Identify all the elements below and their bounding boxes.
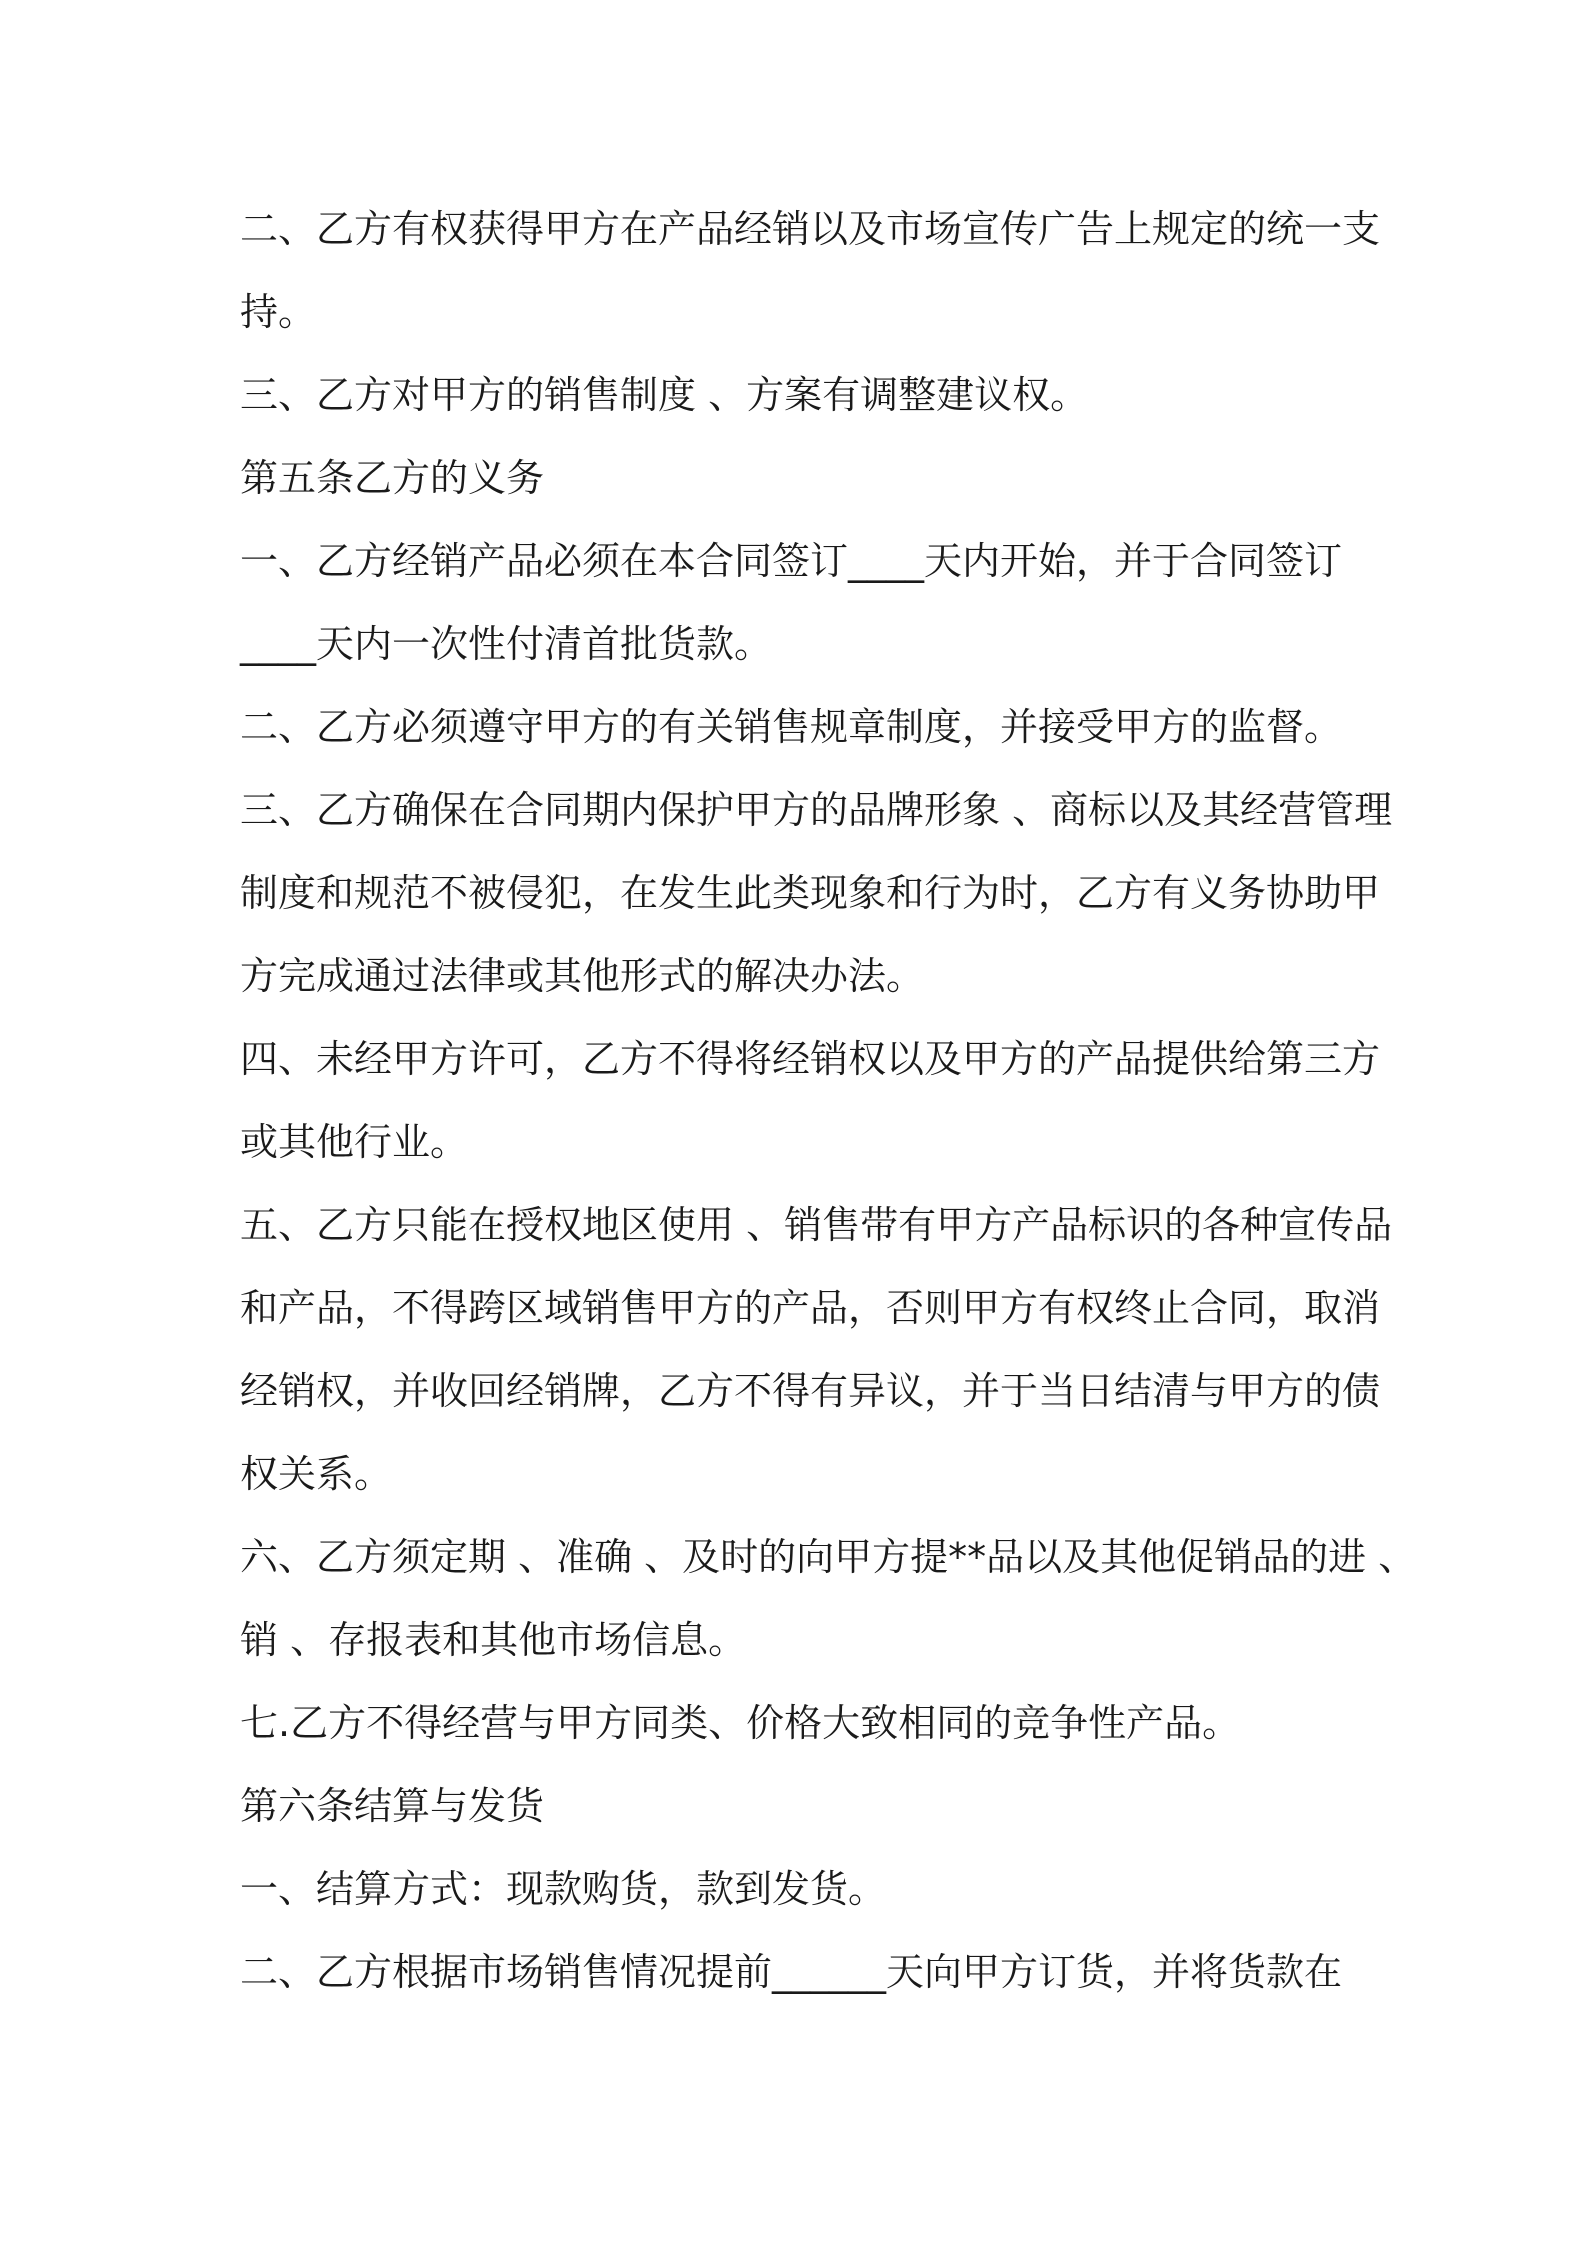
text-line: 权关系。 [240, 1452, 393, 1496]
section-heading: 第五条乙方的义务 [240, 456, 545, 500]
text-line: 和产品，不得跨区域销售甲方的产品，否则甲方有权终止合同，取消 [240, 1286, 1381, 1330]
text-line: 二、乙方必须遵守甲方的有关销售规章制度，并接受甲方的监督。 [240, 705, 1343, 749]
text-line: 销 、存报表和其他市场信息。 [240, 1618, 747, 1662]
text-line: 二、乙方有权获得甲方在产品经销以及市场宣传广告上规定的统一支 [240, 207, 1381, 251]
text-line: 三、乙方确保在合同期内保护甲方的品牌形象 、商标以及其经营管理 [240, 788, 1393, 832]
text-line: 持。 [240, 290, 317, 334]
text-line: 六、乙方须定期 、准确 、及时的向甲方提**品以及其他促销品的进 、 [240, 1535, 1417, 1579]
contract-text [240, 188, 1417, 2014]
text-line: 三、乙方对甲方的销售制度 、方案有调整建议权。 [240, 373, 1089, 417]
text-line: 经销权，并收回经销牌，乙方不得有异议，并于当日结清与甲方的债 [240, 1369, 1381, 1413]
text-line: 方完成通过法律或其他形式的解决办法。 [240, 954, 925, 998]
text-line: 制度和规范不被侵犯，在发生此类现象和行为时，乙方有义务协助甲 [240, 871, 1381, 915]
text-line: 四、未经甲方许可，乙方不得将经销权以及甲方的产品提供给第三方 [240, 1037, 1381, 1081]
text-line: 五、乙方只能在授权地区使用 、销售带有甲方产品标识的各种宣传品 [240, 1203, 1393, 1247]
text-line: 七.乙方不得经营与甲方同类、价格大致相同的竞争性产品。 [240, 1701, 1241, 1745]
text-line: 一、乙方经销产品必须在本合同签订____天内开始，并于合同签订 [240, 539, 1343, 583]
text-line: 一、结算方式：现款购货，款到发货。 [240, 1867, 887, 1911]
text-line: 二、乙方根据市场销售情况提前______天向甲方订货，并将货款在 [240, 1950, 1343, 1994]
text-line: ____天内一次性付清首批货款。 [240, 622, 773, 666]
text-line: 或其他行业。 [240, 1120, 469, 1164]
section-heading: 第六条结算与发货 [240, 1784, 545, 1828]
